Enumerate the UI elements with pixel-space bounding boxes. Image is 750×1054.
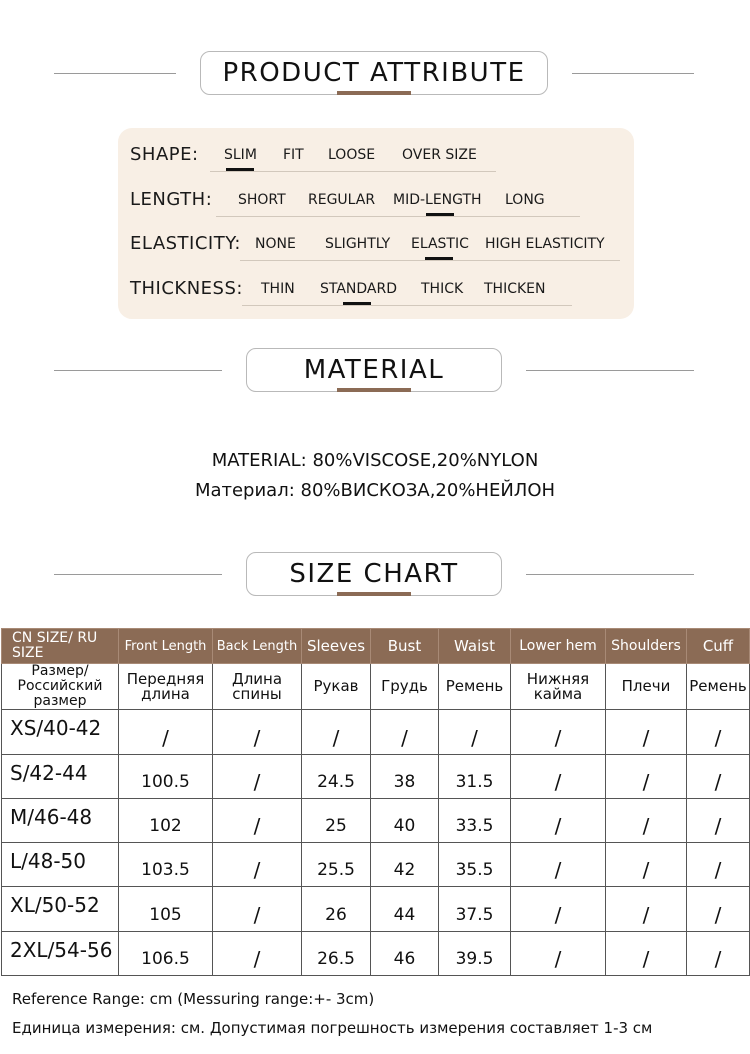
table-cell: 102 <box>119 798 213 842</box>
table-cell: 39.5 <box>439 931 511 975</box>
table-cell: / <box>687 754 750 798</box>
table-cell: 26 <box>302 887 371 931</box>
option-thin: THIN <box>261 281 295 297</box>
attribute-row-shape <box>118 144 634 174</box>
size-label-cell: M/46-48 <box>2 798 119 842</box>
size-label-cell: 2XL/54-56 <box>2 931 119 975</box>
table-cell: 25 <box>302 798 371 842</box>
attribute-label: LENGTH: <box>130 189 213 210</box>
header-ru-cell: Размер/ Российский размер <box>2 664 119 710</box>
option-over-size: OVER SIZE <box>402 147 477 163</box>
table-cell: 25.5 <box>302 843 371 887</box>
option-thicken: THICKEN <box>484 281 546 297</box>
option-long: LONG <box>505 192 545 208</box>
attribute-label: THICKNESS: <box>130 278 243 299</box>
size-chart-title-box <box>246 552 502 596</box>
selected-marker <box>343 302 371 305</box>
material-ru-line <box>0 480 750 501</box>
table-cell: 24.5 <box>302 754 371 798</box>
size-label-cell: L/48-50 <box>2 843 119 887</box>
option-elastic: ELASTIC <box>411 236 469 252</box>
table-row <box>2 931 750 975</box>
table-cell: 105 <box>119 887 213 931</box>
material-ru-label: Материал: <box>194 480 295 501</box>
table-header-en <box>2 629 750 664</box>
table-cell: / <box>606 931 687 975</box>
table-cell: / <box>687 843 750 887</box>
divider-right <box>526 574 694 575</box>
option-short: SHORT <box>238 192 286 208</box>
material-ru-value: 80%ВИСКОЗА,20%НЕЙЛОН <box>300 480 556 501</box>
header-ru-cell: Передняя длина <box>119 664 213 710</box>
divider-left <box>54 370 222 371</box>
table-cell: 26.5 <box>302 931 371 975</box>
divider-left <box>54 73 176 74</box>
option-thick: THICK <box>421 281 464 297</box>
table-cell: 38 <box>371 754 439 798</box>
size-label-cell: XL/50-52 <box>2 887 119 931</box>
header-cell: Waist <box>439 629 511 664</box>
table-cell: / <box>687 710 750 754</box>
table-cell: 40 <box>371 798 439 842</box>
title-accent-bar <box>337 592 411 596</box>
table-row <box>2 843 750 887</box>
option-standard: STANDARD <box>320 281 398 297</box>
size-label-cell: XS/40-42 <box>2 710 119 754</box>
header-cell: CN SIZE/ RU SIZE <box>2 629 119 664</box>
header-cell: Back Length <box>213 629 302 664</box>
table-cell: 103.5 <box>119 843 213 887</box>
divider-right <box>526 370 694 371</box>
table-cell: / <box>302 710 371 754</box>
table-cell: / <box>439 710 511 754</box>
table-cell: 44 <box>371 887 439 931</box>
table-cell: / <box>687 798 750 842</box>
table-cell: / <box>606 887 687 931</box>
table-cell: / <box>511 754 606 798</box>
size-label-cell: S/42-44 <box>2 754 119 798</box>
table-cell: / <box>511 710 606 754</box>
table-cell: / <box>511 798 606 842</box>
header-cell: Shoulders <box>606 629 687 664</box>
header-ru-cell: Грудь <box>371 664 439 710</box>
size-table-body <box>2 710 750 976</box>
selected-marker <box>226 168 254 171</box>
material-title-box <box>246 348 502 392</box>
header-cell: Sleeves <box>302 629 371 664</box>
header-cell: Cuff <box>687 629 750 664</box>
size-chart-heading <box>0 552 750 602</box>
material-heading <box>0 348 750 398</box>
option-mid-length: MID-LENGTH <box>393 192 482 208</box>
row-underline <box>216 216 580 217</box>
table-cell: 33.5 <box>439 798 511 842</box>
attribute-panel <box>118 128 634 319</box>
table-cell: 37.5 <box>439 887 511 931</box>
attribute-row-thickness <box>118 278 634 308</box>
header-cell: Lower hem <box>511 629 606 664</box>
option-high-elasticity: HIGH ELASTICITY <box>485 236 605 252</box>
header-ru-cell: Плечи <box>606 664 687 710</box>
divider-left <box>54 574 222 575</box>
footer-reference-en: Reference Range: cm (Messuring range:+- 3cm) <box>12 990 375 1008</box>
material-en-value: 80%VISCOSE,20%NYLON <box>312 450 539 471</box>
header-cell: Bust <box>371 629 439 664</box>
table-cell: / <box>511 931 606 975</box>
table-cell: / <box>213 798 302 842</box>
attribute-label: ELASTICITY: <box>130 233 241 254</box>
table-cell: / <box>606 710 687 754</box>
table-row <box>2 887 750 931</box>
header-ru-cell: Нижняя кайма <box>511 664 606 710</box>
table-cell: / <box>606 843 687 887</box>
attribute-row-elasticity <box>118 233 634 263</box>
material-title: MATERIAL <box>303 355 445 385</box>
table-row <box>2 710 750 754</box>
header-ru-cell: Рукав <box>302 664 371 710</box>
material-en-label: MATERIAL: <box>211 450 307 471</box>
row-underline <box>210 171 496 172</box>
product-attribute-heading <box>0 51 750 101</box>
option-slim: SLIM <box>224 147 257 163</box>
header-cell: Front Length <box>119 629 213 664</box>
row-underline <box>240 260 620 261</box>
header-ru-cell: Ремень <box>687 664 750 710</box>
option-slightly: SLIGHTLY <box>325 236 391 252</box>
table-cell: / <box>213 887 302 931</box>
table-cell: 46 <box>371 931 439 975</box>
table-cell: / <box>213 754 302 798</box>
attribute-row-length <box>118 189 634 219</box>
title-accent-bar <box>337 388 411 392</box>
footer-reference-ru: Единица измерения: см. Допустимая погрешность измерения составляет 1-3 см <box>12 1019 653 1037</box>
table-cell: 106.5 <box>119 931 213 975</box>
table-cell: / <box>213 843 302 887</box>
table-cell: / <box>371 710 439 754</box>
table-cell: 35.5 <box>439 843 511 887</box>
option-none: NONE <box>255 236 296 252</box>
table-row <box>2 754 750 798</box>
table-cell: / <box>119 710 213 754</box>
row-underline <box>242 305 572 306</box>
option-fit: FIT <box>283 147 304 163</box>
size-table <box>1 628 750 976</box>
header-ru-cell: Длина спины <box>213 664 302 710</box>
attribute-label: SHAPE: <box>130 144 199 165</box>
title-accent-bar <box>337 91 411 95</box>
material-en-line <box>0 450 750 471</box>
header-ru-cell: Ремень <box>439 664 511 710</box>
table-cell: / <box>687 887 750 931</box>
table-cell: / <box>213 710 302 754</box>
table-cell: / <box>511 843 606 887</box>
selected-marker <box>426 213 454 216</box>
size-chart-title: SIZE CHART <box>289 559 459 589</box>
option-regular: REGULAR <box>308 192 376 208</box>
option-loose: LOOSE <box>328 147 376 163</box>
table-cell: / <box>213 931 302 975</box>
table-cell: / <box>606 798 687 842</box>
table-cell: 31.5 <box>439 754 511 798</box>
table-cell: / <box>511 887 606 931</box>
table-cell: 42 <box>371 843 439 887</box>
table-cell: / <box>687 931 750 975</box>
table-cell: 100.5 <box>119 754 213 798</box>
product-attribute-title-box <box>200 51 548 95</box>
selected-marker <box>425 257 453 260</box>
product-attribute-title: PRODUCT ATTRIBUTE <box>222 58 526 88</box>
divider-right <box>572 73 694 74</box>
table-row <box>2 798 750 842</box>
table-header-ru <box>2 664 750 710</box>
table-cell: / <box>606 754 687 798</box>
